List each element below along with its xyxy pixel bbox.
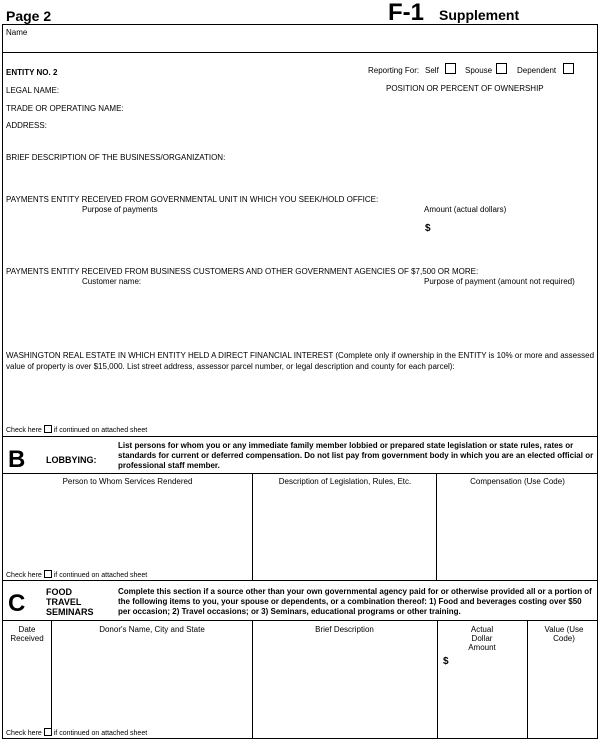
self-checkbox[interactable] bbox=[445, 63, 456, 74]
customer-name-label: Customer name: bbox=[82, 277, 142, 286]
column-divider bbox=[252, 473, 253, 580]
continued-label: if continued on attached sheet bbox=[53, 427, 148, 434]
spouse-checkbox[interactable] bbox=[496, 63, 507, 74]
reporting-for-label: Reporting For: bbox=[368, 66, 420, 75]
section-c-title bbox=[46, 587, 94, 617]
dependent-checkbox[interactable] bbox=[563, 63, 574, 74]
section-b-continued-check bbox=[6, 570, 147, 580]
entity-continued-check bbox=[6, 425, 147, 435]
col-date: Date Received bbox=[10, 625, 44, 643]
dollar-sign: $ bbox=[425, 223, 431, 234]
col-amount: Actual Dollar Amount bbox=[468, 625, 496, 652]
section-b-title: LOBBYING: bbox=[46, 455, 97, 465]
check-here-label: Check here bbox=[6, 427, 42, 434]
entity-number: ENTITY NO. 2 bbox=[6, 68, 58, 77]
business-description-label: BRIEF DESCRIPTION OF THE BUSINESS/ORGANIZATION: bbox=[6, 153, 226, 162]
position-label: POSITION OR PERCENT OF OWNERSHIP bbox=[386, 84, 544, 93]
title-seminars: SEMINARS bbox=[46, 607, 94, 617]
divider bbox=[2, 620, 598, 621]
section-b-letter: B bbox=[8, 446, 26, 473]
col-donor: Donor's Name, City and State bbox=[99, 625, 205, 634]
page-label: Page 2 bbox=[6, 8, 52, 24]
section-c-continued-checkbox[interactable] bbox=[44, 728, 52, 736]
entity-continued-checkbox[interactable] bbox=[44, 425, 52, 433]
section-b-continued-checkbox[interactable] bbox=[44, 570, 52, 578]
name-input[interactable] bbox=[3, 39, 597, 52]
continued-label: if continued on attached sheet bbox=[53, 572, 148, 579]
self-label: Self bbox=[425, 66, 439, 75]
wa-real-estate-label: WASHINGTON REAL ESTATE IN WHICH ENTITY HELD A DIRECT FINANCIAL INTEREST (Complete only if ownership in the ENTITY is 10% or more and assessed value of property is over $15,000. List street address, assessor parcel number, or legal description and county for each parcel): bbox=[6, 351, 595, 371]
column-divider bbox=[51, 620, 52, 739]
column-divider bbox=[437, 620, 438, 739]
col-value: Value (Use Code) bbox=[544, 625, 584, 643]
divider bbox=[2, 580, 598, 581]
title-food: FOOD bbox=[46, 587, 72, 597]
column-divider bbox=[436, 473, 437, 580]
section-c-letter: C bbox=[8, 590, 26, 617]
payments-business-label: PAYMENTS ENTITY RECEIVED FROM BUSINESS CUSTOMERS AND OTHER GOVERNMENT AGENCIES OF $7,500 OR MORE: bbox=[6, 267, 479, 276]
dependent-label: Dependent bbox=[517, 66, 557, 75]
form-code: F-1 bbox=[388, 0, 424, 26]
amount-label: Amount (actual dollars) bbox=[424, 205, 507, 214]
divider bbox=[2, 436, 598, 437]
check-here-label: Check here bbox=[6, 730, 42, 737]
check-here-label: Check here bbox=[6, 572, 42, 579]
name-label: Name bbox=[6, 28, 28, 37]
purpose-of-payments-label: Purpose of payments bbox=[82, 205, 158, 214]
col-person: Person to Whom Services Rendered bbox=[62, 477, 193, 486]
section-c-instructions: Complete this section if a source other than your own governmental agency paid for or otherwise provided all or a portion of the following items to you, your spouse or dependents, or a combination thereof: 1) Food and beverages costing over $50 per occasion; 2) Travel occasions; or 3) Seminars, educational programs or other training. bbox=[118, 587, 592, 616]
payments-gov-label: PAYMENTS ENTITY RECEIVED FROM GOVERNMENTAL UNIT IN WHICH YOU SEEK/HOLD OFFICE: bbox=[6, 195, 379, 204]
col-description: Brief Description bbox=[315, 625, 374, 634]
col-legislation: Description of Legislation, Rules, Etc. bbox=[278, 477, 412, 486]
trade-name-label: TRADE OR OPERATING NAME: bbox=[6, 104, 124, 113]
form-suffix: Supplement bbox=[439, 7, 520, 23]
legal-name-label: LEGAL NAME: bbox=[6, 86, 60, 95]
column-divider bbox=[527, 620, 528, 739]
column-divider bbox=[252, 620, 253, 739]
divider bbox=[2, 52, 598, 53]
spouse-label: Spouse bbox=[465, 66, 493, 75]
continued-label: if continued on attached sheet bbox=[53, 730, 148, 737]
section-b-instructions: List persons for whom you or any immediate family member lobbied or prepared state legislation or state rules, rates or standards for current or deferred compensation. Do not list pay from government body in which you are an elected official or professional staff member. bbox=[118, 441, 594, 470]
purpose-payment-label: Purpose of payment (amount not required) bbox=[424, 277, 575, 286]
dollar-sign: $ bbox=[443, 656, 449, 667]
title-travel: TRAVEL bbox=[46, 597, 82, 607]
section-c-continued-check bbox=[6, 728, 149, 738]
address-label: ADDRESS: bbox=[6, 121, 47, 130]
divider bbox=[2, 473, 598, 474]
col-compensation: Compensation (Use Code) bbox=[470, 477, 565, 486]
